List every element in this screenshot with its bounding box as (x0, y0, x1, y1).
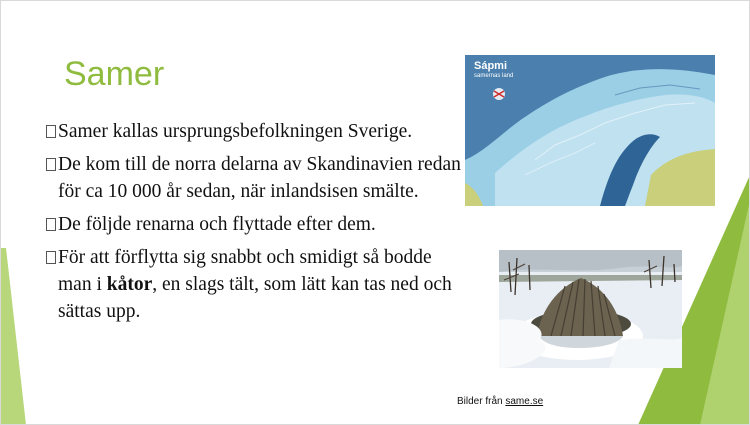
slide-title: Samer (64, 55, 165, 93)
bullet-text: Samer kallas ursprungsbefolkningen Sverige. (58, 121, 413, 142)
bullet-item (46, 151, 466, 205)
bullet-box-icon (46, 125, 56, 138)
map-subtitle: samernas land (474, 73, 514, 79)
credit-link[interactable]: same.se (505, 396, 544, 407)
image-credit (457, 396, 543, 407)
bullet-text: De kom till de norra delarna av Skandinavien redan för ca 10 000 år sedan, när inlandsisen smälte. (58, 154, 461, 202)
bullet-text-before: För att förflytta sig snabbt och smidigt så bodde man i (58, 247, 432, 295)
bullet-text: De följde renarna och flyttade efter dem. (58, 214, 376, 235)
credit-text: Bilder från (457, 396, 506, 407)
kata-photo-image (499, 250, 682, 368)
map-title: Sápmi (474, 60, 508, 72)
bullet-list (46, 118, 466, 331)
bullet-item (46, 118, 466, 145)
sapmi-map-image (465, 55, 715, 206)
bullet-box-icon (46, 218, 56, 231)
bullet-item (46, 211, 466, 238)
bullet-bold-word: kåtor (106, 274, 153, 295)
bullet-text-after: , en slags tält, som lätt kan tas ned och sättas upp. (58, 274, 452, 322)
bullet-item (46, 244, 466, 325)
bullet-box-icon (46, 251, 56, 264)
bullet-box-icon (46, 158, 56, 171)
left-green-shape (0, 248, 26, 425)
sami-flag-icon (493, 88, 505, 100)
